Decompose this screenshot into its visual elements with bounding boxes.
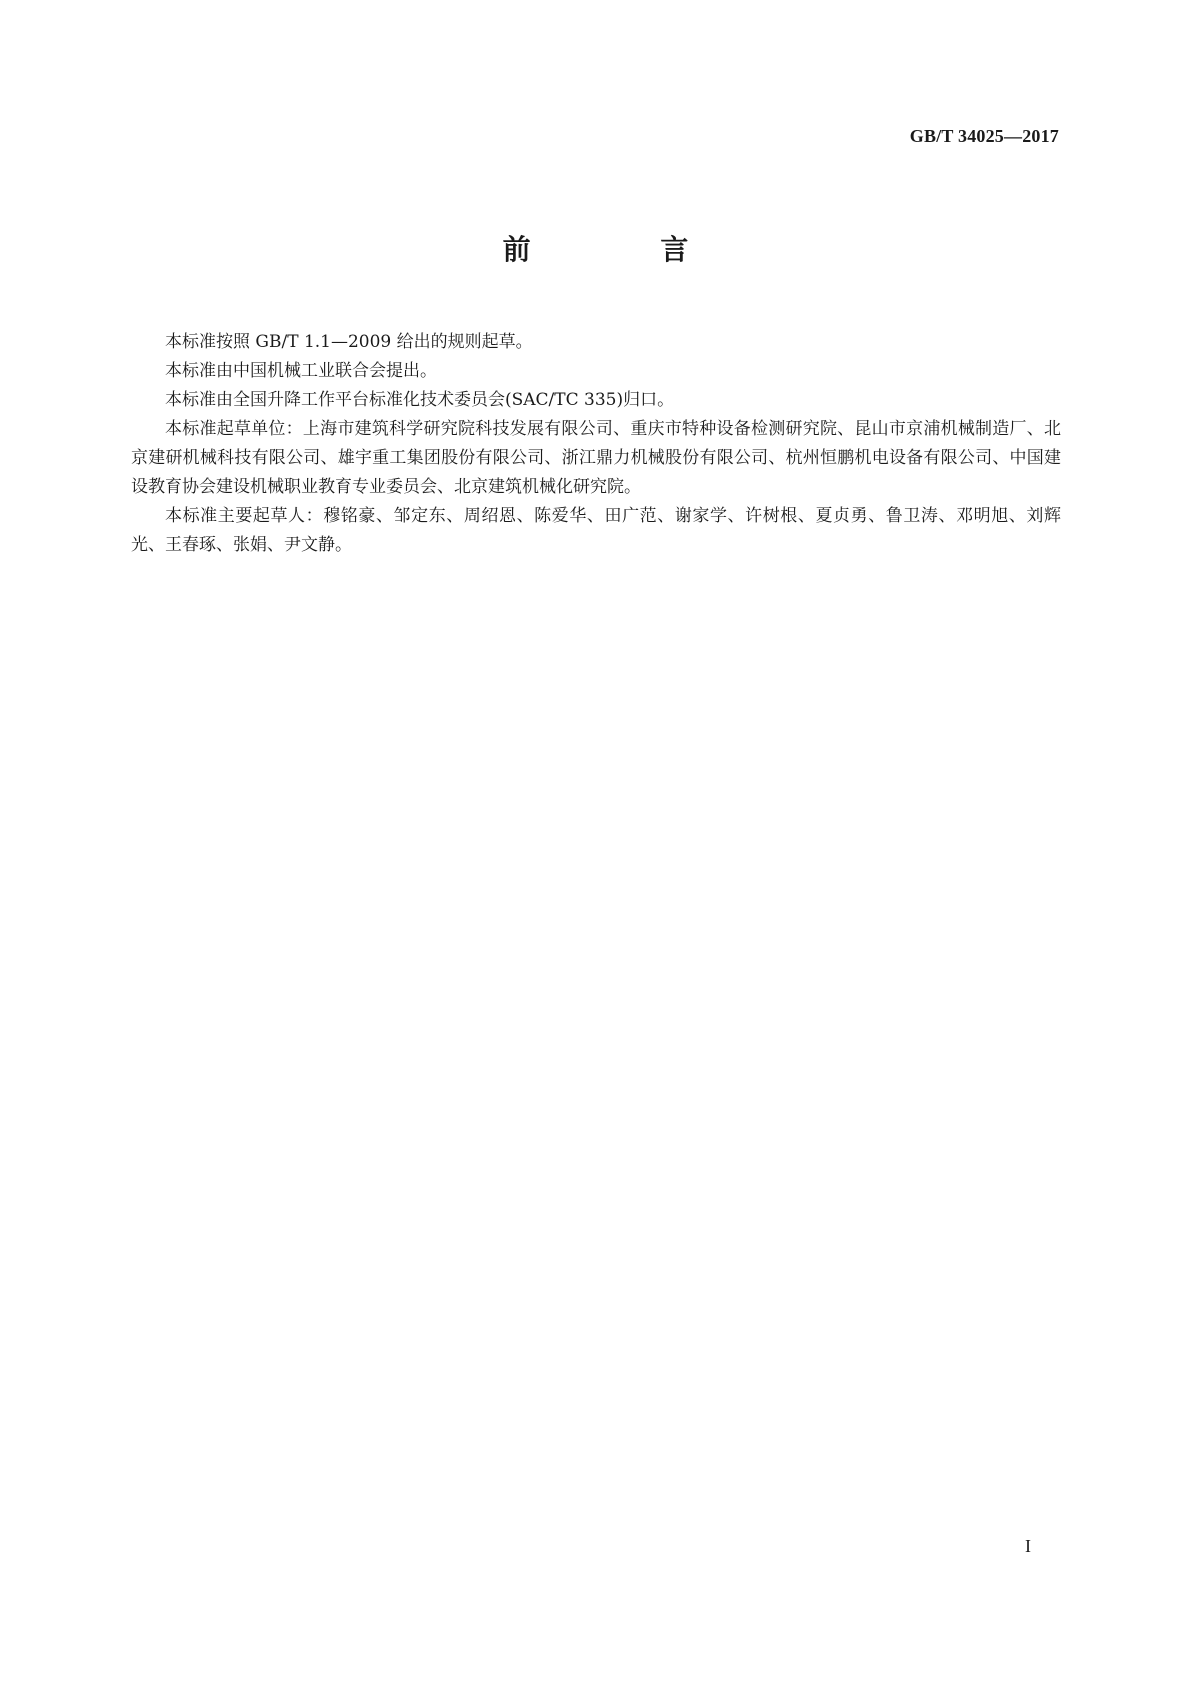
standard-code xyxy=(910,126,1059,147)
standard-code-number: 34025—2017 xyxy=(958,126,1059,146)
standard-code-prefix: GB/T xyxy=(909,126,954,146)
paragraph-drafters: 本标准主要起草人：穆铭豪、邹定东、周绍恩、陈爱华、田广范、谢家学、许树根、夏贞勇、鲁卫涛、邓明旭、刘辉光、王春琢、张娟、尹文静。 xyxy=(131,506,1061,555)
paragraph-proposer: 本标准由中国机械工业联合会提出。 xyxy=(165,361,437,381)
paragraph-technical-committee: 本标准由全国升降工作平台标准化技术委员会(SAC/TC 335)归口。 xyxy=(165,390,675,410)
paragraph-drafting-units: 本标准起草单位：上海市建筑科学研究院科技发展有限公司、重庆市特种设备检测研究院、昆山市京浦机械制造厂、北京建研机械科技有限公司、雄宇重工集团股份有限公司、浙江鼎力机械股份有限公司、杭州恒鹏机电设备有限公司、中国建设教育协会建设机械职业教育专业委员会、北京建筑机械化研究院。 xyxy=(131,419,1061,497)
page-title: 前 言 xyxy=(502,233,749,266)
foreword-body xyxy=(131,328,1061,560)
paragraph-drafting-rules: 本标准按照 GB/T 1.1—2009 给出的规则起草。 xyxy=(165,332,533,352)
page-number: I xyxy=(1025,1536,1031,1556)
